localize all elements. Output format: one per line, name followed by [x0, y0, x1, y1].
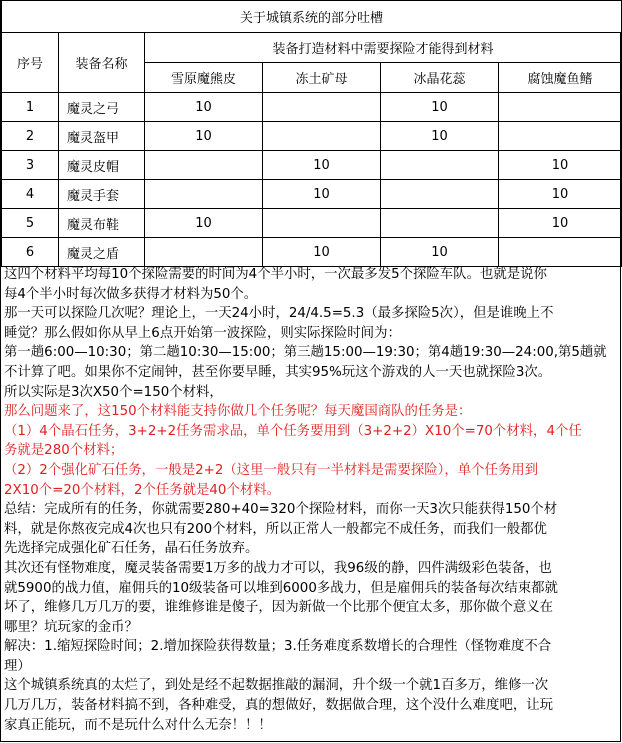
table-row	[2, 209, 622, 238]
note-line: 坏了，维修几万几万的要，谁维修谁是傻子，因为新做一个比那个便宜太多，那你做个意义在	[4, 600, 554, 616]
note-line: 就5900的战力值，雇佣兵的10级装备可以堆到6000多战力，但是雇佣兵的装备每次结束都就	[4, 580, 558, 596]
row-equipment-name: 魔灵盔甲	[59, 122, 145, 151]
material-count-cell: 10	[145, 209, 263, 238]
row-index: 3	[2, 151, 59, 180]
note-line: 理）	[4, 658, 31, 674]
note-line: 这个城镇系统真的太烂了，到处是经不起数据推敲的漏洞，升个级一个就1百多万，维修一次	[4, 678, 549, 694]
note-line: 料，就是你熬夜完成4次也只有200个材料，所以正常人一般都完不成任务，而我们一般都优	[4, 521, 547, 537]
material-count-cell	[145, 180, 263, 209]
table-row	[2, 93, 622, 122]
note-line: 2X10个=20个材料，2个任务就是40个材料。	[4, 482, 281, 498]
header-material: 冻土矿母	[263, 63, 381, 93]
note-line: 睡觉？那么假如你从早上6点开始第一波探险，则实际探险时间为：	[4, 325, 401, 341]
row-equipment-name: 魔灵皮帽	[59, 151, 145, 180]
note-line: 总结：完成所有的任务，你就需要280+40=320个探险材料，而你一天3次只能获得150个材	[4, 502, 558, 518]
row-index: 2	[2, 122, 59, 151]
material-count-cell	[263, 209, 381, 238]
material-count-cell: 10	[499, 151, 622, 180]
material-count-cell	[499, 238, 622, 267]
material-count-cell	[381, 180, 499, 209]
note-line: 先选择完成强化矿石任务，晶石任务放弃。	[4, 541, 259, 557]
material-count-cell: 10	[263, 151, 381, 180]
material-count-cell	[381, 151, 499, 180]
note-line: 第一趟6:00—10:30；第二趟10:30—15:00；第三趟15:00—19:30；第4趟19:30—24:00,第5趟就	[4, 345, 607, 361]
table-row	[2, 238, 622, 267]
material-count-cell	[263, 122, 381, 151]
material-count-cell: 10	[499, 180, 622, 209]
note-line: 哪里？坑玩家的金币？	[4, 619, 138, 635]
note-line: 所以实际是3次X50个=150个材料，	[4, 384, 223, 400]
note-line: （2）2个强化矿石任务，一般是2+2（这里一般只有一半材料是需要探险），单个任务用到	[4, 462, 539, 478]
material-count-cell: 10	[381, 238, 499, 267]
row-equipment-name: 魔灵手套	[59, 180, 145, 209]
row-index: 1	[2, 93, 59, 122]
header-material-group: 装备打造材料中需要探险才能得到材料	[145, 33, 622, 63]
note-line: 不计算了吧。如果你不定闹钟，甚至你要早睡，其实95%玩这个游戏的人一天也就探险3次。	[4, 364, 552, 380]
table-row	[2, 122, 622, 151]
note-line: 这四个材料平均每10个探险需要的时间为4个半小时，一次最多发5个探险车队。也就是说你	[4, 267, 547, 282]
table-title: 关于城镇系统的部分吐槽	[2, 1, 622, 33]
material-count-cell: 10	[145, 122, 263, 151]
row-index: 6	[2, 238, 59, 267]
materials-table	[1, 0, 622, 267]
material-count-cell	[145, 238, 263, 267]
header-index: 序号	[2, 33, 59, 93]
header-material: 腐蚀魔鱼鳍	[499, 63, 622, 93]
row-equipment-name: 魔灵布鞋	[59, 209, 145, 238]
note-line: 几万几万，装备材料搞不到，各种难受，真的想做好，数据做合理，这个没什么难度吧，让玩	[4, 698, 554, 714]
table-row	[2, 151, 622, 180]
material-count-cell	[499, 93, 622, 122]
material-count-cell: 10	[263, 180, 381, 209]
table-row	[2, 180, 622, 209]
header-equipment-name: 装备名称	[59, 33, 145, 93]
material-count-cell: 10	[263, 238, 381, 267]
note-line: 那一天可以探险几次呢？理论上，一天24小时，24/4.5=5.3（最多探险5次），但是谁晚上不	[4, 306, 554, 322]
material-count-cell: 10	[381, 122, 499, 151]
note-line: 其次还有怪物难度，魔灵装备需要1万多的战力才可以，我96级的静，四件满级彩色装备，也	[4, 560, 552, 576]
material-count-cell: 10	[499, 209, 622, 238]
header-material: 雪原魔熊皮	[145, 63, 263, 93]
note-line: 解决：1.缩短探险时间；2.增加探险获得数量；3.任务难度系数增长的合理性（怪物难度不合	[4, 639, 552, 655]
row-equipment-name: 魔灵之弓	[59, 93, 145, 122]
row-index: 5	[2, 209, 59, 238]
note-line: 那么问题来了，这150个材料能支持你做几个任务呢？每天魔国商队的任务是：	[4, 404, 472, 420]
material-count-cell	[145, 151, 263, 180]
note-line: 务就是280个材料；	[4, 443, 124, 459]
notes-text	[4, 265, 616, 735]
material-count-cell: 10	[145, 93, 263, 122]
material-count-cell	[263, 93, 381, 122]
note-line: （1）4个晶石任务，3+2+2任务需求品，单个任务要用到（3+2+2）X10个=70个材料，4个任	[4, 423, 582, 439]
material-count-cell	[499, 122, 622, 151]
row-equipment-name: 魔灵之盾	[59, 238, 145, 267]
note-line: 每4个半小时每次做多获得才材料为50个。	[4, 286, 258, 302]
note-line: 家真正能玩，而不是玩什么对什么无奈！！！	[4, 717, 272, 733]
header-material: 冰晶花蕊	[381, 63, 499, 93]
material-count-cell: 10	[381, 93, 499, 122]
row-index: 4	[2, 180, 59, 209]
material-count-cell	[381, 209, 499, 238]
